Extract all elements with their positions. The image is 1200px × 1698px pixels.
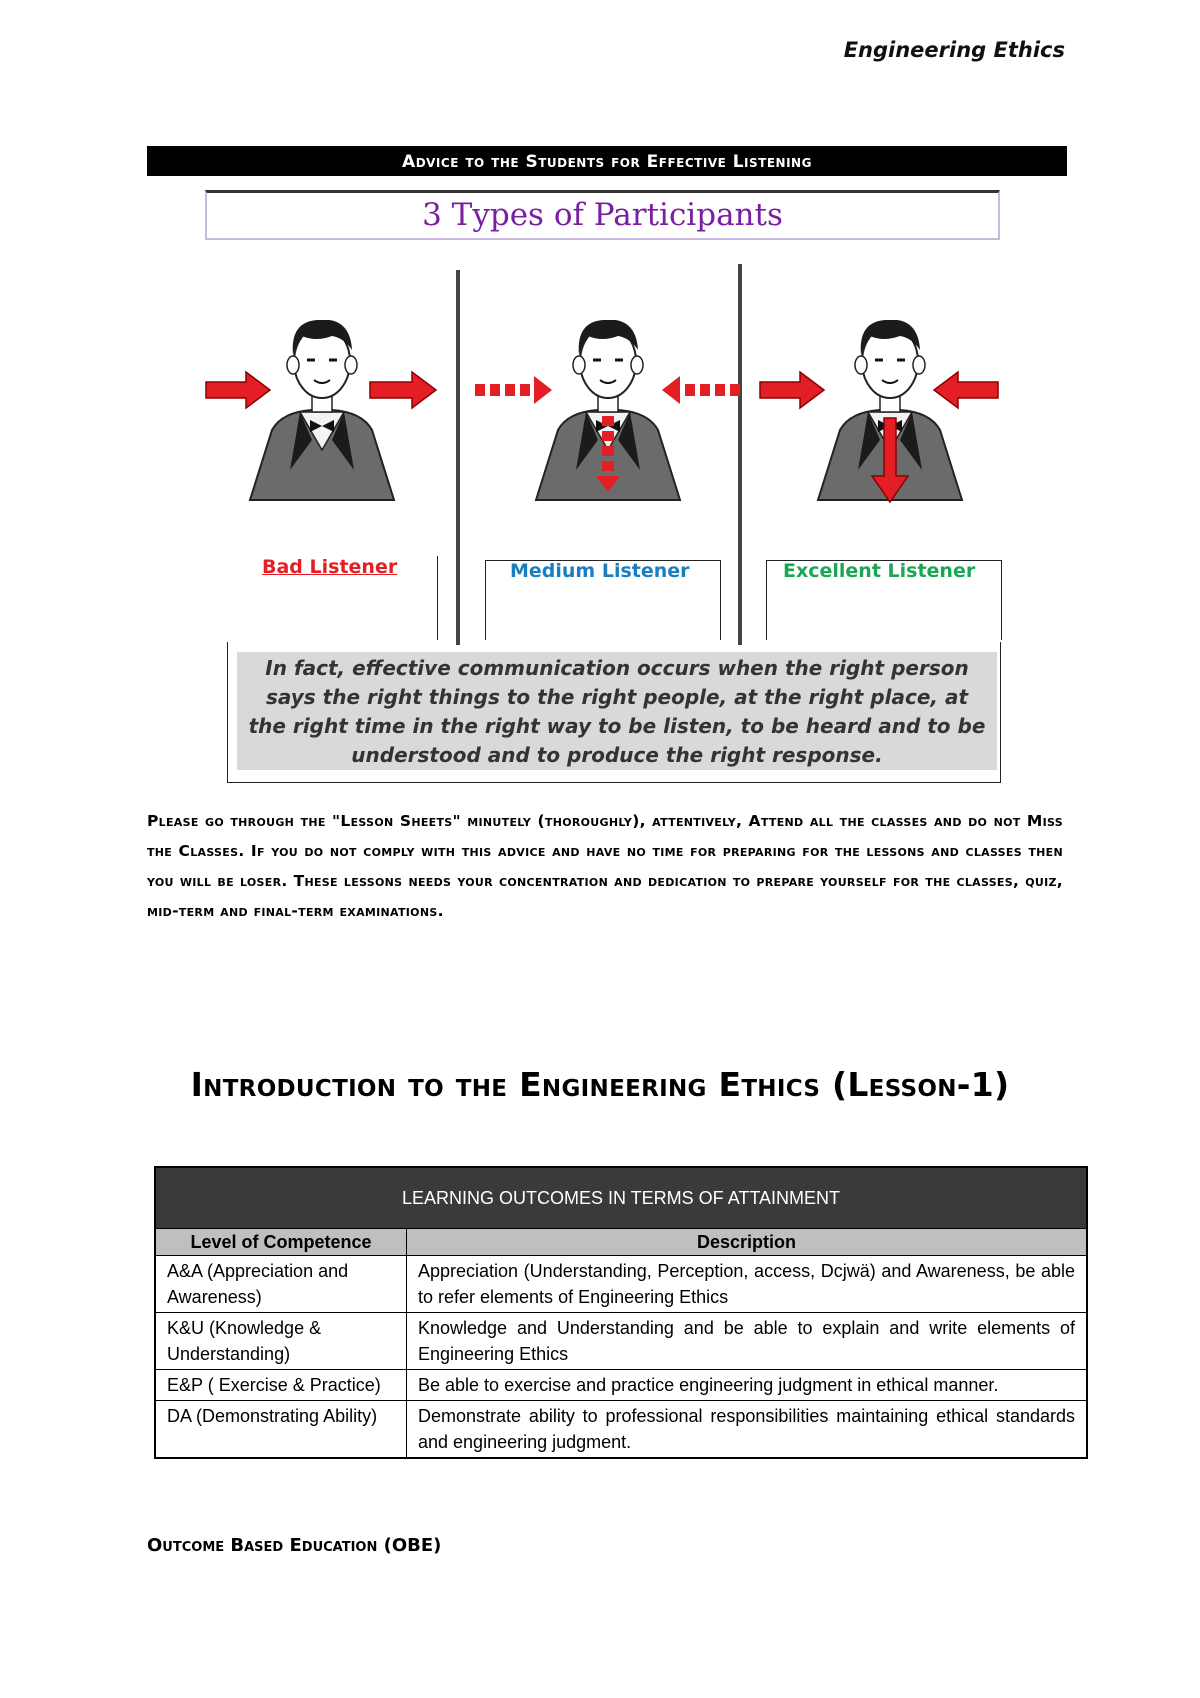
arrow-in-icon <box>760 372 824 408</box>
medium-listener-label: Medium Listener <box>510 560 690 582</box>
dashed-arrow-in-icon <box>475 376 552 404</box>
level-cell: DA (Demonstrating Ability) <box>155 1401 407 1459</box>
learning-outcomes-table <box>154 1166 1088 1459</box>
running-header: Engineering Ethics <box>843 38 1065 62</box>
description-cell: Demonstrate ability to professional responsibilities maintaining ethical standards and engineering judgment. <box>407 1401 1088 1459</box>
arrow-in-icon <box>934 372 998 408</box>
table-row <box>155 1370 1087 1401</box>
excellent-listener-label: Excellent Listener <box>783 560 976 582</box>
level-cell: K&U (Knowledge & Understanding) <box>155 1313 407 1370</box>
section-heading-bar: Advice to the Students for Effective Listening <box>147 146 1067 176</box>
quote-text: In fact, effective communication occurs when the right person says the right things to the right people, at the right place, at the right time in the right way to be listen, to be heard and to be understood and to produce the right response. <box>237 652 997 770</box>
arrow-out-icon <box>370 372 436 408</box>
level-cell: A&A (Appreciation and Awareness) <box>155 1256 407 1313</box>
lesson-title: Introduction to the Engineering Ethics (Lesson-1) <box>190 1065 1010 1104</box>
figure-title: 3 Types of Participants <box>422 197 783 233</box>
advice-paragraph: Please go through the "Lesson Sheets" minutely (thoroughly), attentively, Attend all the classes and do not Miss the Classes. If you do not comply with this advice and have no time for preparing for the lessons and classes then you will be loser. These lessons needs your concentration and dedication to prepare yourself for the classes, quiz, mid-term and final-term examinations. <box>147 812 1063 920</box>
table-row <box>155 1401 1087 1459</box>
table-row <box>155 1256 1087 1313</box>
obe-heading: Outcome Based Education (OBE) <box>147 1535 442 1556</box>
figure-title-box <box>205 190 1000 240</box>
description-cell: Be able to exercise and practice engineering judgment in ethical manner. <box>407 1370 1088 1401</box>
arrow-in-icon <box>206 372 270 408</box>
bad-listener-label: Bad Listener <box>262 556 398 578</box>
description-cell: Appreciation (Understanding, Perception, access, Dcjwä) and Awareness, be able to refer elements of Engineering Ethics <box>407 1256 1088 1313</box>
listener-illustrations <box>200 320 1020 530</box>
level-cell: E&P ( Exercise & Practice) <box>155 1370 407 1401</box>
dashed-arrow-out-icon <box>662 376 740 404</box>
column-header: Description <box>407 1229 1088 1256</box>
column-header: Level of Competence <box>155 1229 407 1256</box>
table-title: LEARNING OUTCOMES IN TERMS OF ATTAINMENT <box>155 1167 1087 1229</box>
description-cell: Knowledge and Understanding and be able to explain and write elements of Engineering Ethics <box>407 1313 1088 1370</box>
table-row <box>155 1313 1087 1370</box>
